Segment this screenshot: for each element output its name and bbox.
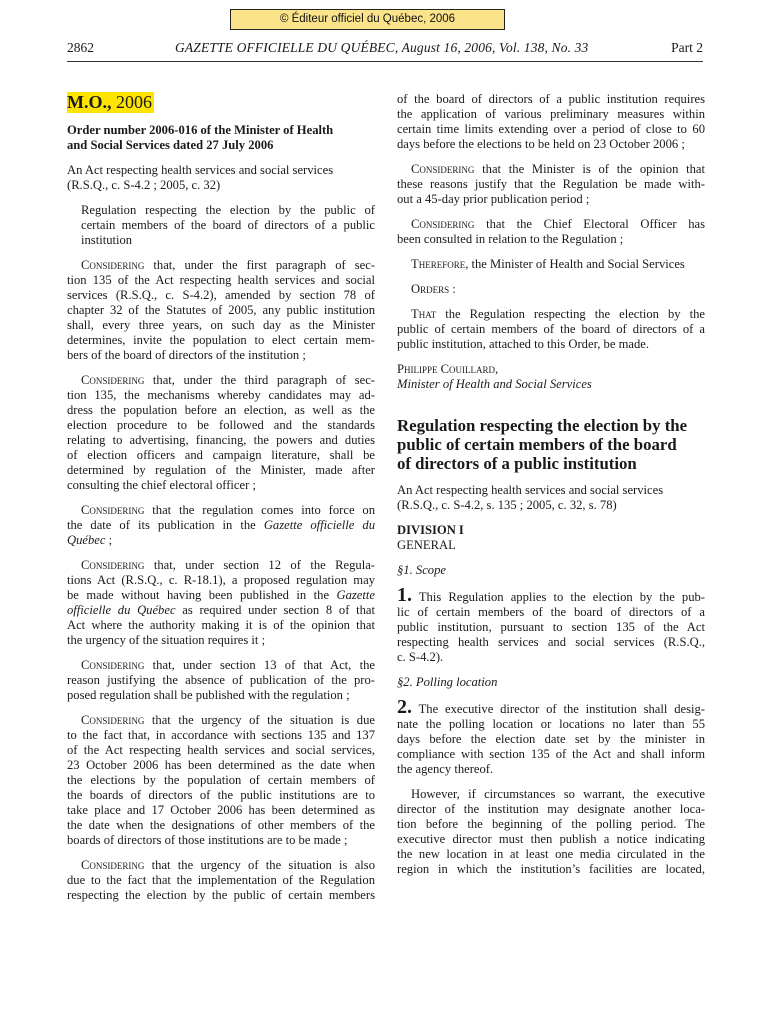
regulation-act-reference: An Act respecting health services and social services (R.S.Q., c. S-4.2, s. 135 ; 2005, c. 32, s. 78)	[397, 483, 664, 512]
signer-name: Philippe Couillard,	[397, 362, 499, 376]
considering-9: Considering that the Chief Electoral Officer has been consulted in relation to the Regulation ;	[397, 217, 705, 246]
continued-paragraph: of the board of directors of a public institution requires the application of various preliminary measures within certain time limits extending over a period of close to 60 days before the elections to be held on 23 October 2006 ;	[397, 92, 705, 151]
page-number: 2862	[67, 40, 94, 55]
section-2-heading: §2. Polling location	[397, 675, 498, 689]
considering-7: Considering that the urgency of the situation is also due to the fact that the implementation of the Regulation respecting the election by the public of certain members	[67, 858, 375, 902]
considering-8: Considering that the Minister is of the opinion that these reasons justify that the Regulation be made with- out a 45-day prior publication period ;	[397, 162, 705, 206]
division-heading: DIVISION I GENERAL	[397, 523, 464, 552]
article-2: 2. The executive director of the institution shall desig- nate the polling location or locations no later than 55 days before the election date set by the minister in compliance with section 135 of the Act and shall inform the agency thereof.	[397, 696, 705, 776]
signer-title: Minister of Health and Social Services	[397, 377, 592, 391]
regulation-title: Regulation respecting the election by the public of certain members of the board of directors of a public institution	[397, 416, 688, 473]
copyright-banner: © Éditeur officiel du Québec, 2006	[230, 9, 505, 30]
publication-header: GAZETTE OFFICIELLE DU QUÉBEC, August 16, 2006, Vol. 138, No. 33	[175, 40, 589, 55]
header-rule	[67, 61, 703, 62]
right-column	[397, 92, 705, 887]
orders-line: Orders :	[411, 282, 456, 296]
article-2-paragraph-2: However, if circumstances so warrant, the executive director of the institution may designate another loca- tion before the beginning of the polling period. The executive director must then publish a notice indicating the new location in at least one media circulated in the region in which the institution’s facilities are located,	[397, 787, 705, 876]
signature-block	[397, 362, 705, 392]
considering-1: Considering that, under the first paragraph of sec- tion 135 of the Act respecting health services and social services (R.S.Q., c. S-4.2), amended by section 78 of chapter 32 of the Statutes of 2005, any public institution shall, every three years, on such day as the Minister determines, invite the population to elect certain mem- bers of the board of directors of the institution ;	[67, 258, 375, 362]
order-title: Order number 2006-016 of the Minister of Health and Social Services dated 27 July 2006	[67, 123, 334, 152]
section-1-heading: §1. Scope	[397, 563, 446, 577]
considering-6: Considering that the urgency of the situation is due to the fact that, in accordance with sections 135 and 137 of the Act respecting health services and social services, 23 October 2006 has been determined as the date when the elections by the population of certain members of the boards of directors of the public institutions are to take place and 17 October 2006 has been determined as the date when the designations of other members of the boards of directors of those institutions are to be made ;	[67, 713, 375, 847]
part-label: Part 2	[671, 40, 703, 55]
considering-5: Considering that, under section 13 of that Act, the reason justifying the absence of publication of the pro- posed regulation shall be published with the regulation ;	[67, 658, 375, 702]
mo-title: M.O., 2006	[67, 92, 152, 112]
regulation-quote: Regulation respecting the election by the public of certain members of the board of directors of a public institution	[81, 203, 375, 247]
considering-2: Considering that, under the third paragraph of sec- tion 135, the mechanisms whereby candidates may ad- dress the population before an election, as well as the election procedure to be followed and the standards relating to advertising, financing, the powers and duties of election officers and campaign literature, shall be determined by regulation of the Minister, made after consulting the chief electoral officer ;	[67, 373, 375, 492]
left-column	[67, 92, 375, 913]
that-clause: That the Regulation respecting the election by the public of certain members of the board of directors of a public institution, attached to this Order, be made.	[397, 307, 705, 351]
considering-3: Considering that the regulation comes into force on the date of its publication in the Gazette officielle du Québec ;	[67, 503, 375, 547]
therefore-line: Therefore, the Minister of Health and Social Services	[411, 257, 685, 271]
act-reference: An Act respecting health services and social services (R.S.Q., c. S-4.2 ; 2005, c. 32)	[67, 163, 334, 192]
considering-4: Considering that, under section 12 of the Regula- tions Act (R.S.Q., c. R-18.1), a proposed regulation may be made without having been published in the Gazette officielle du Québec as required under section 8 of that Act where the authority making it is of the opinion that the urgency of the situation requires it ;	[67, 558, 375, 647]
article-1: 1. This Regulation applies to the election by the pub- lic of certain members of the board of directors of a public institution, pursuant to section 135 of the Act respecting health services and social services (R.S.Q., c. S-4.2).	[397, 584, 705, 664]
